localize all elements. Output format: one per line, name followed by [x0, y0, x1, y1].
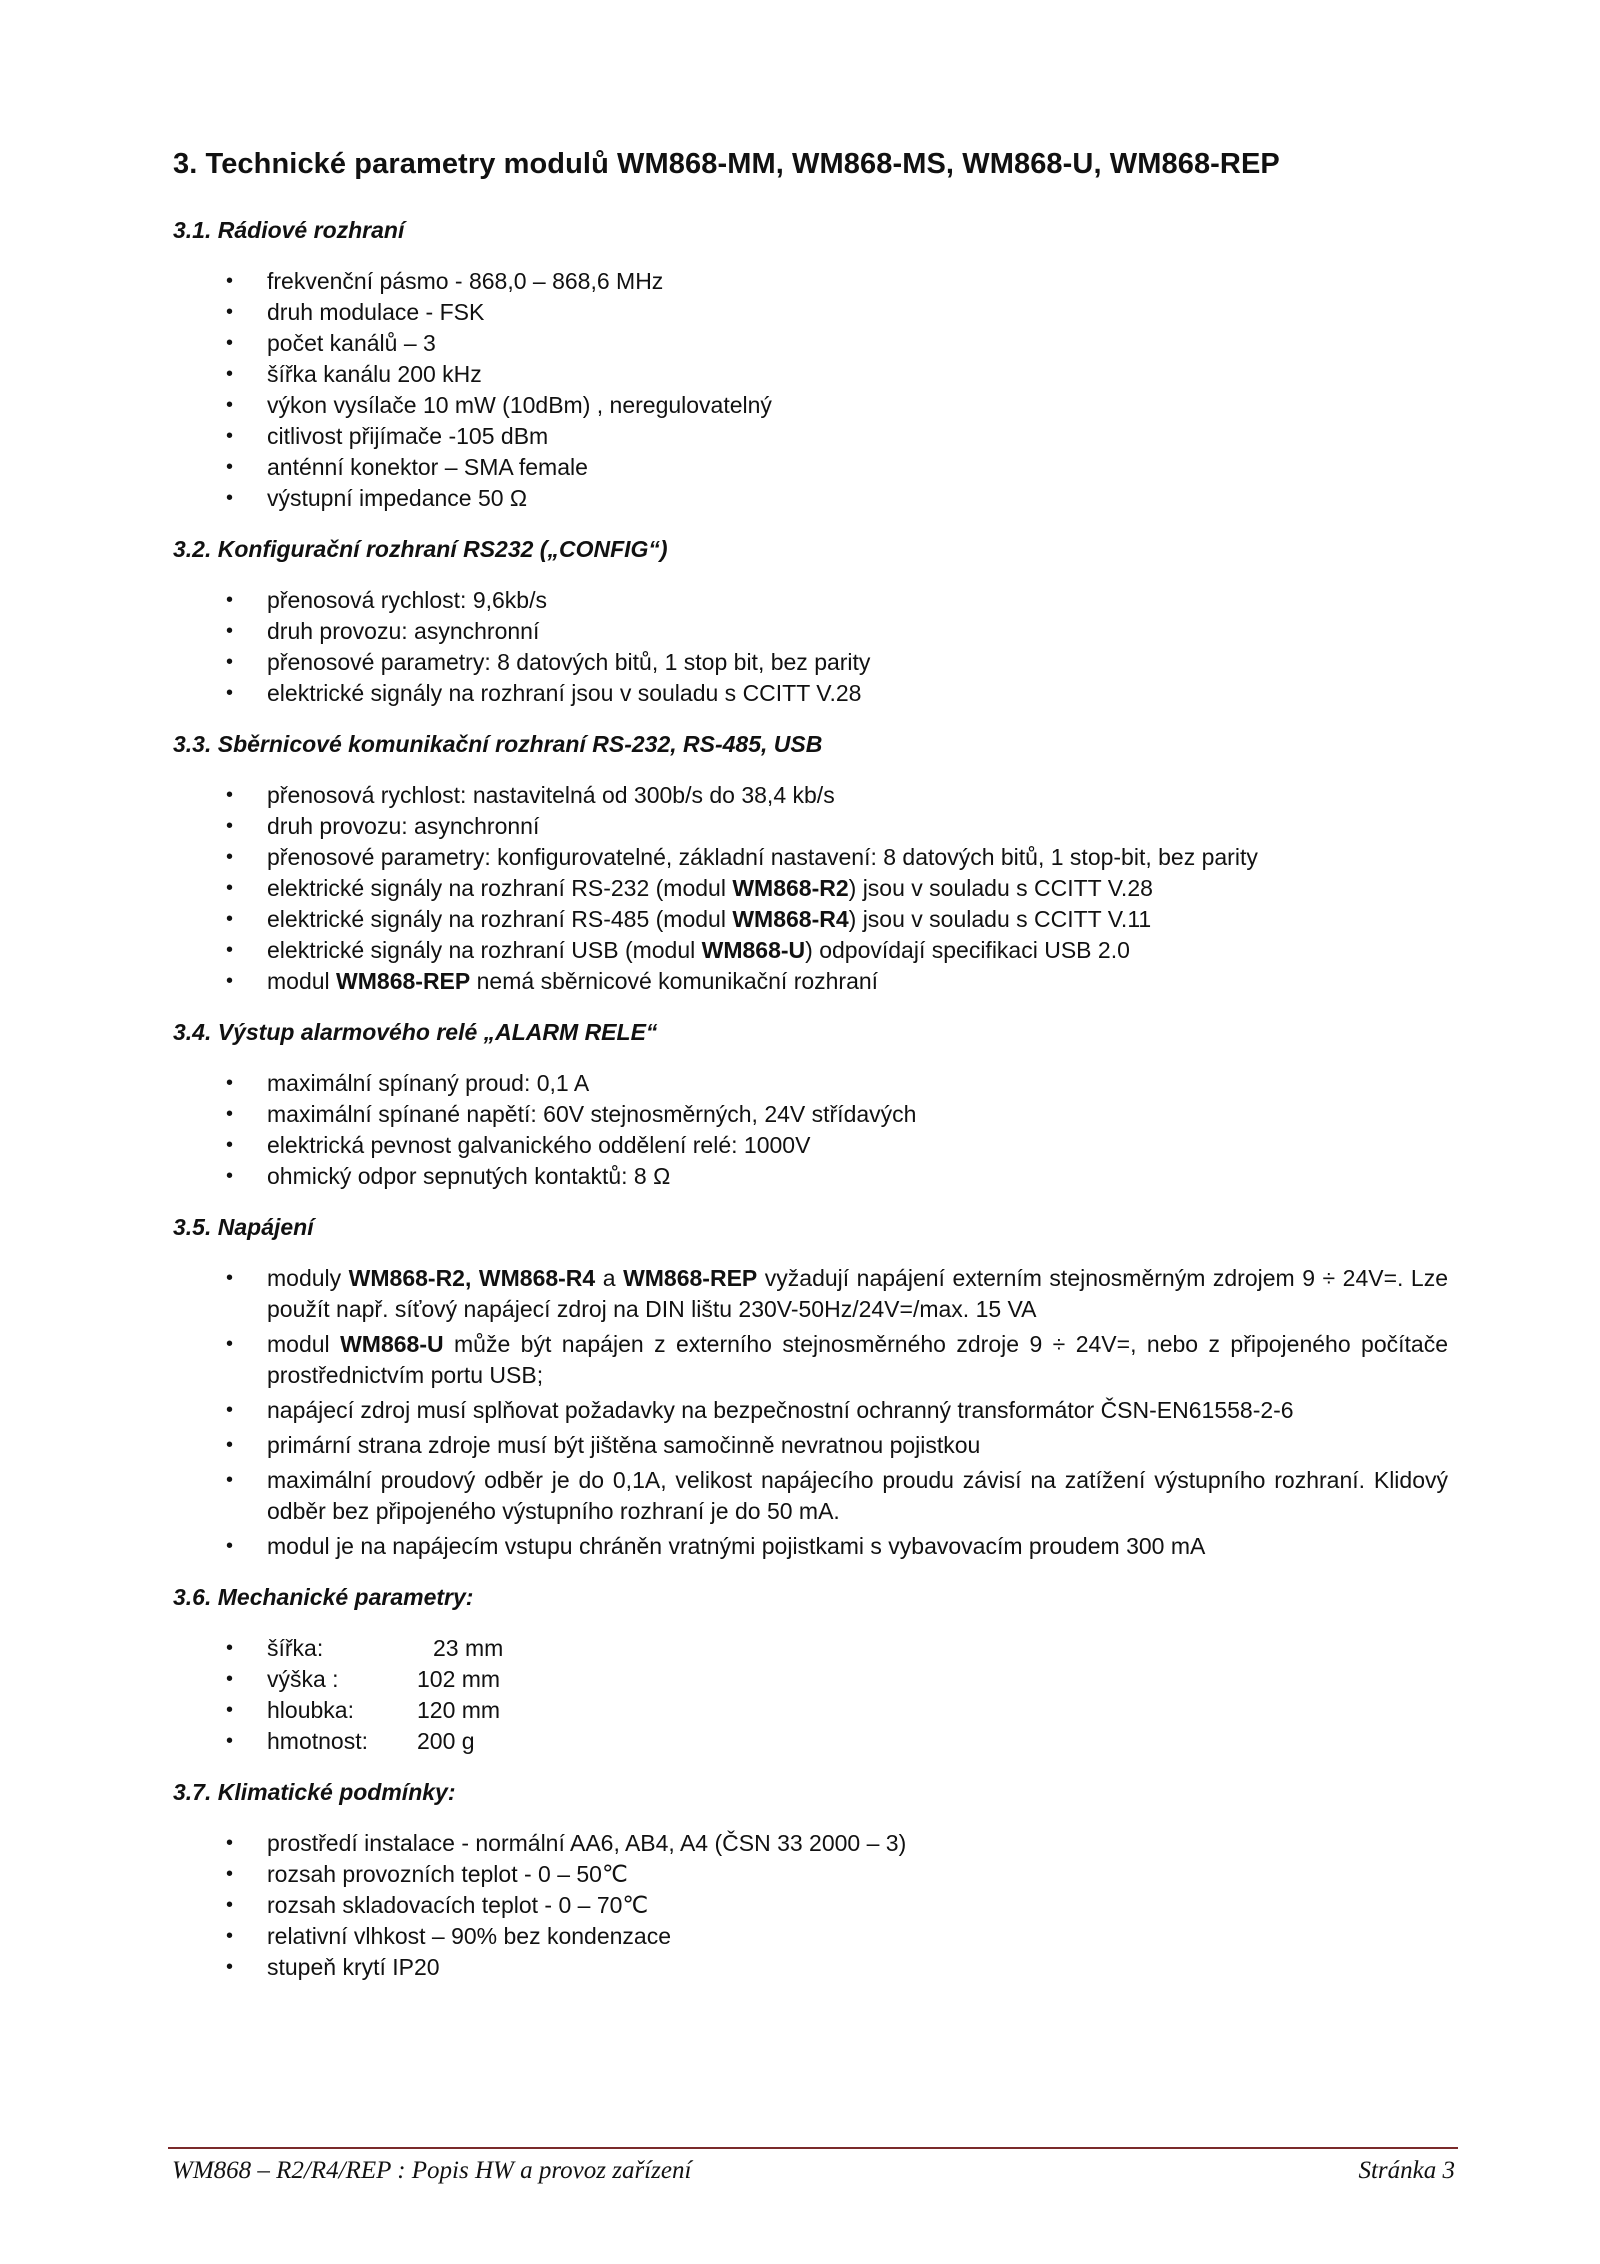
list-item: • přenosová rychlost: nastavitelná od 300b/s do 38,4 kb/s — [173, 780, 1448, 811]
footer-document-title: WM868 – R2/R4/REP : Popis HW a provoz zařízení — [172, 2157, 692, 2184]
bullet-list — [173, 1828, 1448, 1983]
model-name: WM868-R4 — [478, 1265, 596, 1291]
list-item — [173, 935, 1448, 966]
item-text: a — [595, 1265, 624, 1291]
param-label: hloubka: — [267, 1697, 354, 1723]
item-text: elektrické signály na rozhraní RS-485 (modul — [267, 906, 733, 932]
item-text: ) odpovídají specifikaci USB 2.0 — [805, 937, 1130, 963]
model-name: WM868-U — [701, 937, 806, 963]
section-heading: 3.2. Konfigurační rozhraní RS232 („CONFIG“) — [173, 536, 668, 562]
section-climatic — [173, 1779, 1448, 1983]
param-label: výška : — [267, 1666, 339, 1692]
list-item — [173, 904, 1448, 935]
item-text: elektrické signály na rozhraní USB (modul — [267, 937, 702, 963]
list-item: • citlivost přijímače -105 dBm — [173, 421, 1448, 452]
param-value: 23 mm — [433, 1635, 504, 1661]
list-item: • modul je na napájecím vstupu chráněn vratnými pojistkami s vybavovacím proudem 300 mA — [173, 1531, 1448, 1562]
list-item — [173, 1329, 1448, 1391]
param-value: 120 mm — [417, 1697, 501, 1723]
model-name: WM868-R4 — [732, 906, 849, 932]
list-item — [173, 1695, 1448, 1726]
param-label: hmotnost: — [267, 1728, 368, 1754]
model-name: WM868-REP — [623, 1265, 758, 1291]
list-item: • elektrická pevnost galvanického oddělení relé: 1000V — [173, 1130, 1448, 1161]
list-item — [173, 873, 1448, 904]
list-item — [173, 966, 1448, 997]
item-text: elektrické signály na rozhraní RS-232 (modul — [267, 875, 733, 901]
list-item: • frekvenční pásmo - 868,0 – 868,6 MHz — [173, 266, 1448, 297]
list-item: • rozsah skladovacích teplot - 0 – 70℃ — [173, 1890, 1448, 1921]
item-text: může být napájen z externího stejnosměrného zdroje 9 ÷ 24V=, nebo z připojeného počítače prostřednictvím portu USB; — [267, 1331, 1448, 1388]
page-content — [173, 148, 1448, 2005]
list-item: • maximální spínané napětí: 60V stejnosměrných, 24V střídavých — [173, 1099, 1448, 1130]
param-value: 200 g — [417, 1728, 475, 1754]
list-item: • maximální spínaný proud: 0,1 A — [173, 1068, 1448, 1099]
item-text: ) jsou v souladu s CCITT V.11 — [848, 906, 1152, 932]
model-name: WM868-R2 — [732, 875, 849, 901]
bullet-list — [173, 585, 1448, 709]
page-title: 3. Technické parametry modulů WM868-MM, WM868-MS, WM868-U, WM868-REP — [173, 148, 1280, 180]
list-item — [173, 1263, 1448, 1325]
section-mechanical — [173, 1584, 1448, 1757]
list-item: • druh modulace - FSK — [173, 297, 1448, 328]
item-text: modul — [267, 968, 337, 994]
list-item: • přenosová rychlost: 9,6kb/s — [173, 585, 1448, 616]
item-text: vyžadují napájení externím stejnosměrným zdrojem 9 ÷ 24V=. Lze použít např. síťový napájecí zdroj na DIN lištu 230V-50Hz/24V=/max. 15 VA — [267, 1265, 1449, 1322]
list-item: • elektrické signály na rozhraní jsou v souladu s CCITT V.28 — [173, 678, 1448, 709]
section-config-interface — [173, 536, 1448, 709]
item-text: modul — [267, 1331, 341, 1357]
list-item: • šířka kanálu 200 kHz — [173, 359, 1448, 390]
item-text: ) jsou v souladu s CCITT V.28 — [848, 875, 1153, 901]
list-item: • výkon vysílače 10 mW (10dBm) , neregulovatelný — [173, 390, 1448, 421]
model-name: WM868-REP — [336, 968, 471, 994]
section-heading: 3.6. Mechanické parametry: — [173, 1584, 474, 1610]
section-alarm-relay — [173, 1019, 1448, 1192]
bullet-list — [173, 1068, 1448, 1192]
list-item — [173, 1726, 1448, 1757]
section-heading: 3.1. Rádiové rozhraní — [173, 217, 405, 243]
param-label: šířka: — [267, 1635, 324, 1661]
footer-page-number: Stránka 3 — [1358, 2157, 1455, 2184]
model-name: WM868-R2, — [348, 1265, 472, 1291]
list-item: • maximální proudový odběr je do 0,1A, velikost napájecího proudu závisí na zatížení výstupního rozhraní. Klidový odběr bez připojeného výstupního rozhraní je do 50 mA. — [173, 1465, 1448, 1527]
list-item: • anténní konektor – SMA female — [173, 452, 1448, 483]
item-text: moduly — [267, 1265, 349, 1291]
param-value: 102 mm — [417, 1666, 501, 1692]
list-item — [173, 1633, 1448, 1664]
list-item: • ohmický odpor sepnutých kontaktů: 8 Ω — [173, 1161, 1448, 1192]
bullet-list — [173, 780, 1448, 997]
footer-divider — [168, 2147, 1458, 2149]
list-item: • relativní vlhkost – 90% bez kondenzace — [173, 1921, 1448, 1952]
section-heading: 3.4. Výstup alarmového relé „ALARM RELE“ — [173, 1019, 658, 1045]
section-heading: 3.5. Napájení — [173, 1214, 314, 1240]
list-item: • druh provozu: asynchronní — [173, 616, 1448, 647]
section-heading: 3.3. Sběrnicové komunikační rozhraní RS-232, RS-485, USB — [173, 731, 823, 757]
list-item: • přenosové parametry: 8 datových bitů, 1 stop bit, bez parity — [173, 647, 1448, 678]
item-text: nemá sběrnicové komunikační rozhraní — [470, 968, 879, 994]
list-item: • stupeň krytí IP20 — [173, 1952, 1448, 1983]
list-item: • druh provozu: asynchronní — [173, 811, 1448, 842]
list-item: • primární strana zdroje musí být jištěna samočinně nevratnou pojistkou — [173, 1430, 1448, 1461]
bullet-list — [173, 1263, 1448, 1562]
bullet-list — [173, 1633, 1448, 1757]
list-item: • přenosové parametry: konfigurovatelné, základní nastavení: 8 datových bitů, 1 stop-bit, bez parity — [173, 842, 1448, 873]
item-text — [471, 1265, 479, 1291]
section-bus-interface — [173, 731, 1448, 997]
list-item: • napájecí zdroj musí splňovat požadavky na bezpečnostní ochranný transformátor ČSN-EN61558-2-6 — [173, 1395, 1448, 1426]
list-item: • rozsah provozních teplot - 0 – 50℃ — [173, 1859, 1448, 1890]
list-item — [173, 1664, 1448, 1695]
list-item: • prostředí instalace - normální AA6, AB4, A4 (ČSN 33 2000 – 3) — [173, 1828, 1448, 1859]
section-heading: 3.7. Klimatické podmínky: — [173, 1779, 456, 1805]
section-power-supply — [173, 1214, 1448, 1562]
list-item: • počet kanálů – 3 — [173, 328, 1448, 359]
section-radio-interface — [173, 217, 1448, 514]
model-name: WM868-U — [340, 1331, 444, 1357]
list-item: • výstupní impedance 50 Ω — [173, 483, 1448, 514]
bullet-list — [173, 266, 1448, 514]
